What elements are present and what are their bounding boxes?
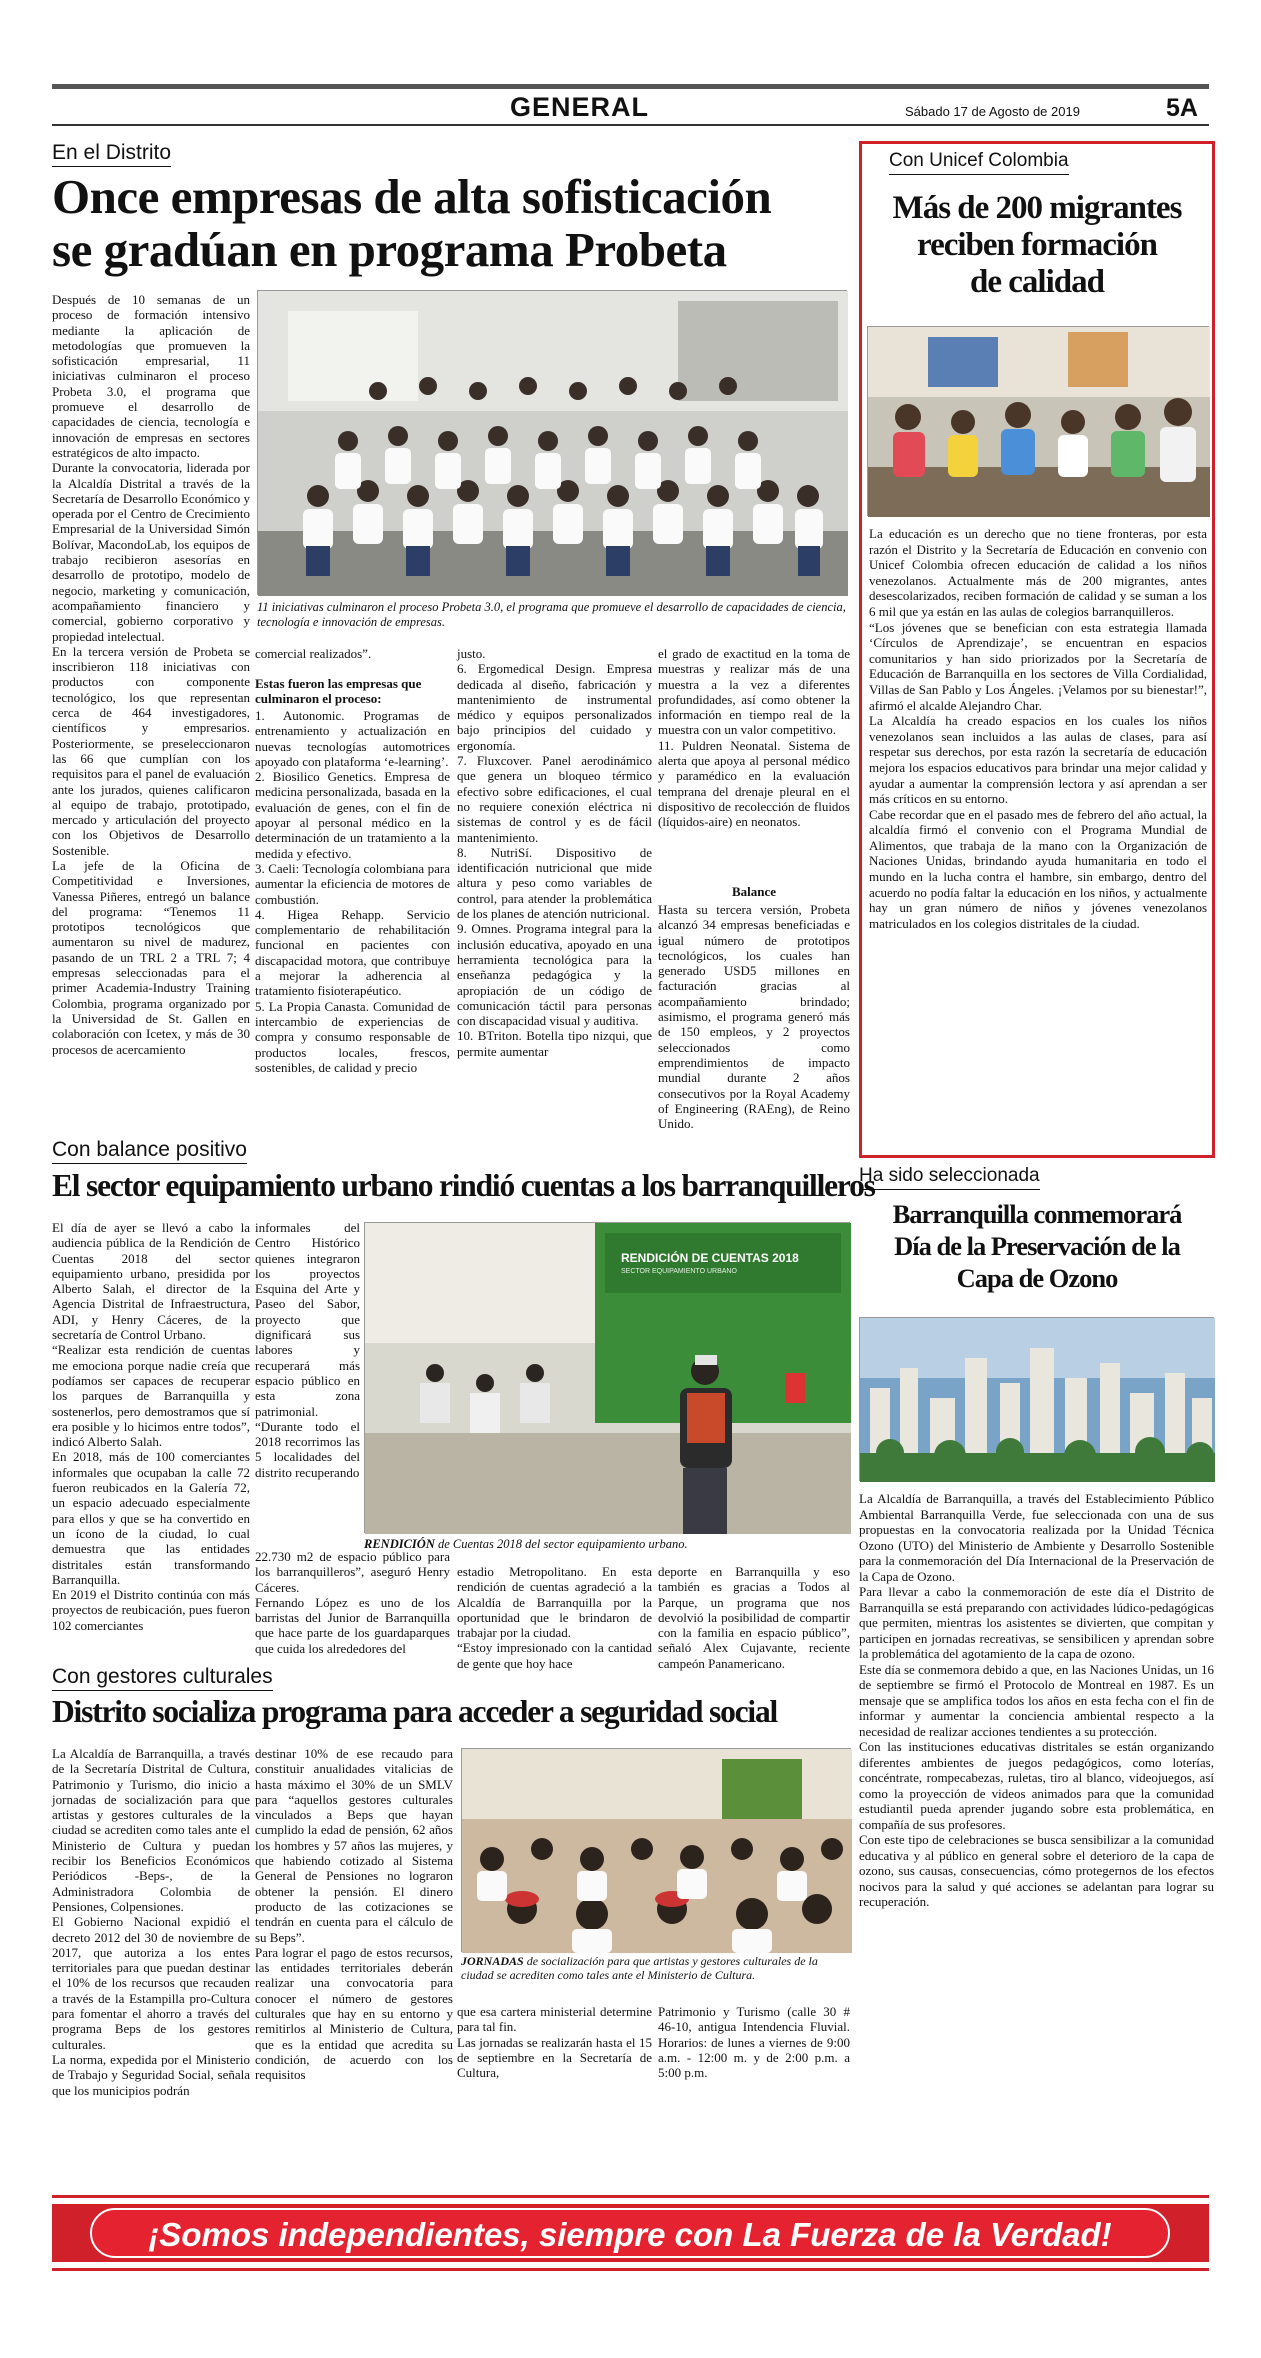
event-banner-subtitle: SECTOR EQUIPAMIENTO URBANO [621, 1268, 737, 1275]
article2-col2b: 22.730 m2 de espacio público para los barranquilleros”, aseguró Henry Cáceres. Fernando López es uno de los barristas del Junior de Barranquilla que hace parte de los guardaparques que cuida los alrededores del [255, 1549, 450, 1656]
article1-col1: Después de 10 semanas de un proceso de formación intensivo mediante la aplicación de metodologías que promueven la sofisticación empresarial, 11 iniciativas culminaron el proceso Probeta 3.0, el programa que promueve el desarrollo de capacidades de ciencia, tecnología e innovación de empresas en sectores estratégicos de alto impacto. Durante la convocatoria, liderada por la Alcaldía Distrital a través de la Secretaría de Desarrollo Económico y operada por el Centro de Crecimiento Empresarial de la Universidad Simón Bolívar, MacondoLab, los equipos de trabajo recibieron asesorías en desarrollo de prototipo, modelo de negocio, marketing y comunicación, acompañamiento financiero y comercial, gobierno corporativo y propiedad intelectual. En la tercera versión de Probeta se inscribieron 118 iniciativas con productos con componente tecnológico, los que representan cerca de 464 investigadores, científicos y empresarios. Posteriormente, se preseleccionaron las 66 que cumplían con los requisitos para el panel de evaluación ante los jurados, quienes calificaron al equipo de trabajo, prototipado, mercado y articulación del proyecto con los Objetivos de Desarrollo Sostenible. La jefe de la Oficina de Competitividad e Inversiones, Vanessa Piñeres, entregó un balance del programa: “Tenemos 11 prototipos tecnológicos que aumentaron su nivel de madurez, pasando de un TRL 2 a TRL 7; 4 empresas seleccionadas para el primer Academia-Industry Training Colombia, programa organizado por la Universidad de St. Gallen en colaboración con Icetex, y más de 30 procesos de acercamiento [52, 292, 250, 1057]
page-number: 5A [1166, 94, 1198, 122]
article1-headline-line2: se gradúan en programa Probeta [52, 222, 727, 277]
event-banner-title: RENDICIÓN DE CUENTAS 2018 [621, 1251, 799, 1265]
article3-caption-text: de socialización para que artistas y gestores culturales de la ciudad se acrediten como tales ante el Ministerio de Cultura. [461, 1954, 818, 1982]
sidebar2-kicker: Ha sido seleccionada [859, 1164, 1040, 1190]
footer-bottom-rule [52, 2268, 1209, 2271]
footer-top-rule [52, 2195, 1209, 2198]
article2-caption-text: de Cuentas 2018 del sector equipamiento urbano. [434, 1537, 688, 1551]
article2-col4: deporte en Barranquilla y eso también es gracias a Todos al Parque, un programa que nos devolvió la posibilidad de compartir con la familia en espacio público”, señaló Alex Cujavante, reciente campeón Panamericano. [658, 1564, 850, 1671]
footer-slogan: ¡Somos independientes, siempre con La Fuerza de la Verdad! [148, 2216, 1112, 2253]
article1-col4-subhead: Balance [731, 884, 777, 899]
sidebar2-photo [859, 1317, 1214, 1481]
article1-kicker: En el Distrito [52, 141, 171, 167]
article1-col2-intro: comercial realizados”. [255, 646, 372, 661]
accountability-event-photo [365, 1223, 851, 1534]
article1-col2: 1. Autonomic. Programas de entrenamiento y actualización en nuevas tecnologías automotrices apoyado con plataforma ‘e-learning’. 2. Biosilico Genetics. Empresa de medicina personalizada, basada en la evaluación de genes, con el fin de apoyar al personal médico en la determinación de un tratamiento a la medida y efectivo. 3. Caeli: Tecnología colombiana para aumentar la eficiencia de motores de combustión. 4. Higea Rehapp. Servicio complementario de rehabilitación funcional en pacientes con discapacidad motora, que contribuye a mejorar la adherencia al tratamiento fisioterapéutico. 5. La Propia Canasta. Comunidad de intercambio de experiencias de compra y consumo responsable de productos locales, frescos, sostenibles, de calidad y precio [255, 708, 450, 1075]
cultural-managers-meeting-photo [462, 1749, 852, 1953]
sidebar1-headline-line1: Más de 200 migrantes [892, 190, 1182, 226]
article2-photo-caption [364, 1537, 850, 1552]
article2-kicker: Con balance positivo [52, 1138, 247, 1164]
article2-col3: estadio Metropolitano. En esta rendición de cuentas agradeció a la Alcaldía de Barranquilla por la oportunidad que le brindaron de trabajar por la ciudad. “Estoy impresionado con la cantidad de gente que hoy hace [457, 1564, 652, 1671]
article1-col4-balance: Hasta su tercera versión, Probeta alcanzó 34 empresas beneficiadas e igual número de prototipos tecnológicos, los cuales han generado USD5 millones en facturación gracias al acompañamiento brindado; asimismo, el programa generó más de 150 empleos, y 2 proyectos seleccionados como emprendimientos de impacto mundial durante 2 años consecutivos por la Royal Academy of Engineering (RAEng), de Reino Unido. [658, 902, 850, 1132]
article3-kicker: Con gestores culturales [52, 1665, 273, 1691]
sidebar1-headline-line2: reciben formación [917, 227, 1157, 263]
article1-headline-line1: Once empresas de alta sofisticación [52, 169, 772, 224]
article3-headline: Distrito socializa programa para acceder a seguridad social [52, 1694, 778, 1729]
sidebar2-headline-line3: Capa de Ozono [956, 1263, 1118, 1293]
sidebar1-headline-line3: de calidad [970, 264, 1104, 300]
article3-col3: que esa cartera ministerial determine para tal fin. Las jornadas se realizarán hasta el 15 de septiembre en la Secretaría de Cultura, [457, 2004, 652, 2081]
article1-col2-subhead: Estas fueron las empresas que culminaron el proceso: [255, 676, 422, 707]
top-rule [52, 84, 1209, 89]
sidebar1-kicker: Con Unicef Colombia [889, 149, 1069, 175]
article1-headline [52, 169, 872, 277]
city-skyline-photo [860, 1318, 1215, 1482]
article1-photo-caption: 11 iniciativas culminaron el proceso Probeta 3.0, el programa que promueve el desarrollo de capacidades de ciencia, tecnología e innovación de empresas. [257, 600, 846, 629]
article3-col4: Patrimonio y Turismo (calle 30 # 46-10, antigua Intendencia Fluvial. Horarios: de lunes a viernes de 9:00 a.m. - 12:00 m. y de 2:00 p.m. a 5:00 p.m. [658, 2004, 850, 2081]
sidebar1-photo [867, 326, 1209, 516]
article2-caption-lead: RENDICIÓN [364, 1537, 435, 1551]
article2-col1: El día de ayer se llevó a cabo la audiencia pública de la Rendición de Cuentas 2018 del sector equipamiento urbano, presidida por Alberto Salah, el director de la Agencia Distrital de Infraestructura, ADI, y Henry Cáceres, de la secretaría de Control Urbano. “Realizar esta rendición de cuentas me emociona porque nadie creía que podíamos ser capaces de recuperar los parques de Barranquilla y sostenerlos, pero demostramos que sí era posible y lo hicimos entre todos”, indicó Alberto Salah. En 2018, más de 100 comerciantes informales que ocupaban la calle 72 fueron reubicados en la Galería 72, un espacio adecuado especialmente para ellos y que se ha convertido en un ícono de la ciudad, lo cual demuestra que las entidades distritales están transformando Barranquilla. En 2019 el Distrito continúa con más proyectos de reubicación, pues fueron 102 comerciantes [52, 1220, 250, 1633]
article3-col2: destinar 10% de ese recaudo para constituir anualidades vitalicias de hasta máximo el 30% de un SMLV para “aquellos gestores culturales vinculados a Beps que hayan cumplido la edad de pensión, 62 años los hombres y 57 años las mujeres, y que habiendo cotizado al Sistema General de Pensiones no lograron obtener la pensión. El dinero producto de las cotizaciones se tendrán en cuenta para el cálculo de su Beps”. Para lograr el pago de estos recursos, las entidades territoriales deberán realizar una convocatoria para conocer el número de gestores culturales que hay en su entorno y remitirlos al Ministerio de Cultura, que es la entidad que acredita su condición, de acuerdo con los requisitos [255, 1746, 453, 2083]
classroom-children-photo [868, 327, 1210, 517]
article3-col1: La Alcaldía de Barranquilla, a través de la Secretaría Distrital de Cultura, Patrimonio y Turismo, dio inicio a jornadas de socialización para que artistas y gestores culturales de la ciudad se acrediten como tales ante el Ministerio de Cultura y puedan recibir los Beneficios Económicos Periódicos -Beps-, de la Administradora Colombia de Pensiones, Colpensiones. El Gobierno Nacional expidió el decreto 2012 del 30 de noviembre de 2017, que autoriza a los entes territoriales para que puedan destinar el 10% de los recursos que recauden a través de la Estampilla pro-Cultura para fomentar el ahorro a través del programa Beps de los gestores culturales. La norma, expedida por el Ministerio de Trabajo y Seguridad Social, señala que los municipios podrán [52, 1746, 250, 2098]
article3-photo [461, 1748, 851, 1952]
sidebar2-headline [859, 1198, 1215, 1294]
section-name: GENERAL [510, 92, 650, 122]
sidebar2-headline-line2: Día de la Preservación de la [894, 1231, 1180, 1261]
masthead-rule [52, 124, 1209, 126]
article3-photo-caption [461, 1954, 851, 1982]
article2-col2a: informales del Centro Histórico quienes integraron los proyectos Esquina del Arte y Paseo del Sabor, proyecto que dignificará sus labores y recuperará más espacio público en esta zona patrimonial. “Durante todo el 2018 recorrimos las 5 localidades del distrito recuperando [255, 1220, 360, 1480]
article1-col3: justo. 6. Ergomedical Design. Empresa dedicada al diseño, fabricación y mantenimiento de instrumental médico y equipos personalizados bajo principios del cuidado y ergonomía. 7. Fluxcover. Panel aerodinámico que genera un bloqueo térmico efectivo sobre edificaciones, el cual no requiere conexión eléctrica ni sistemas de control y es de fácil mantenimiento. 8. NutriSí. Dispositivo de identificación nutricional que mide altura y peso como variables de control, para atender la problemática de los planes de atención nutricional. 9. Omnes. Programa integral para la inclusión educativa, apoyado en una herramienta tecnológica para la enseñanza pedagógica y la apropiación de un código de comunicación táctil para personas con discapacidad visual y auditiva. 10. BTriton. Botella tipo nizqui, que permite aumentar [457, 646, 652, 1059]
article1-photo [257, 290, 847, 595]
sidebar2-headline-line1: Barranquilla conmemorará [892, 1199, 1182, 1229]
article2-photo [364, 1222, 850, 1533]
article2-headline: El sector equipamiento urbano rindió cuentas a los barranquilleros [52, 1168, 875, 1203]
page-date: Sábado 17 de Agosto de 2019 [905, 104, 1080, 119]
article3-caption-lead: JORNADAS [461, 1954, 524, 1968]
sidebar1-headline [868, 190, 1206, 301]
group-photo-graduates [258, 291, 848, 596]
sidebar2-body: La Alcaldía de Barranquilla, a través del Establecimiento Público Ambiental Barranquilla Verde, fue seleccionada con una de sus propuestas en la convocatoria realizada por la Unidad Técnica Ozono (UTO) del Ministerio de Ambiente y Desarrollo Sostenible para la conmemoración del Día Internacional de la Preservación de la Capa de Ozono. Para llevar a cabo la conmemoración de este día el Distrito de Barranquilla se está preparando con actividades lúdico-pedagógicas que permiten, mientras los asistentes se divierten, que compitan y participen en jornadas recreativas, se sensibilicen y aprendan sobre la problemática del agotamiento de la capa de ozono. Este día se conmemora debido a que, en las Naciones Unidas, un 16 de septiembre se firmó el Protocolo de Montreal en 1987. Es un mensaje que se amplifica todos los años en esta fecha con el fin de informar y aumentar la conciencia ambiental respecto a la necesidad de realizar acciones tendientes a su protección. Con las instituciones educativas distritales se están organizando diferentes ambientes de juegos pedagógicos, como loterías, concéntrate, rompecabezas, ruletas, tiro al blanco, videojuegos, así como la proyección de videos animados para que la comunidad estudiantil pueda aprender jugando sobre esta problemática, en compañía de sus profesores. Con este tipo de celebraciones se busca sensibilizar a la comunidad educativa y al público en general sobre el deterioro de la capa de ozono, sus causas, consecuencias, cómo protegernos de los efectos nocivos para la salud y qué acciones se adelantan para lograr su recuperación. [859, 1491, 1214, 1909]
article1-col4: el grado de exactitud en la toma de muestras y realizar más de una muestra a la vez a diferentes profundidades, así como obtener la información en tiempo real de la muestra con un valor competitivo. 11. Puldren Neonatal. Sistema de alerta que apoya al personal médico y paramédico en la evaluación temprana del drenaje pleural en el dispositivo de recolección de fluidos (líquidos-aire) en neonatos. [658, 646, 850, 830]
sidebar1-body: La educación es un derecho que no tiene fronteras, por esta razón el Distrito y la Secretaría de Educación en convenio con Unicef Colombia ofrecen educación de calidad a los niños venezolanos. Actualmente más de 200 migrantes, antes desescolarizados, reciben formación de calidad y se suman a los 6 mil que ya están en las aulas de colegios barranquilleros. “Los jóvenes que se benefician con esta estrategia llamada ‘Círculos de Aprendizaje’, se encuentran en espacios comunitarios y han sido priorizados por la Secretaría de Educación de Barranquilla en los sectores de Villa Cordialidad, Villas de San Pablo y Los Ángeles. ¡Velamos por su bienestar!”, afirmó el alcalde Alejandro Char. La Alcaldía ha creado espacios en los cuales los niños venezolanos sean incluidos a las aulas de clases, para así respetar sus derechos, por esta razón la secretaría de educación mejora los espacios educativos para brindar una mejor calidad y ayudar a aumentar la comprensión lectora y así aprendan a ser más críticos en su entorno. Cabe recordar que en el pasado mes de febrero del año actual, la alcaldía firmó el convenio con el Programa Mundial de Alimentos, que trabaja de la mano con la Organización de Naciones Unidas, brindando ayuda humanitaria en todo el mundo en la lucha contra el hambre, sin embargo, dentro del acuerdo no podía faltar la educación en los niños, y actualmente hay un gran número de niños y jóvenes venezolanos matriculados en los colegios distritales de la ciudad. [869, 526, 1207, 931]
